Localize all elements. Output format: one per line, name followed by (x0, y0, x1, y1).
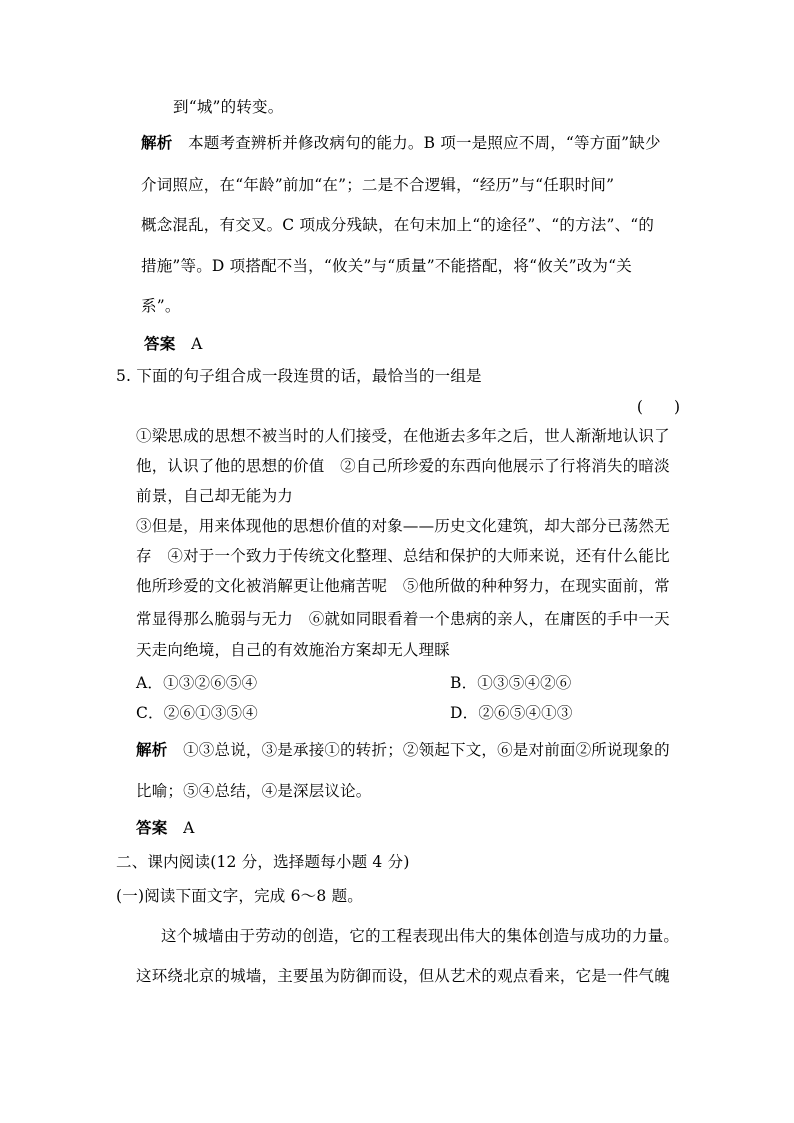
q4-tail-text: 到“城”的转变。 (173, 98, 284, 116)
q5-line-5: 存 ④对于一个致力于传统文化整理、总结和保护的大师来说，还有什么能比 (136, 547, 670, 565)
analysis-4-line-3: 概念混乱，有交叉。C 项成分残缺，在句末加上“的途径”、“的方法”、“的 (141, 216, 655, 234)
analysis-4-line-1 (141, 133, 661, 153)
option-a: A．①③②⑥⑤④ (136, 674, 258, 692)
answer-5-label: 答案 (136, 818, 168, 837)
answer-4-label: 答案 (144, 334, 176, 353)
analysis-4-line-2: 介词照应，在“年龄”前加“在”；二是不合逻辑，“经历”与“任职时间” (141, 176, 615, 194)
section-2-subheading: (一)阅读下面文字，完成 6～8 题。 (116, 887, 363, 905)
option-b: B．①③⑤④②⑥ (450, 674, 572, 692)
question-5-stem (116, 366, 482, 386)
answer-4-value: A (191, 335, 203, 353)
q5-line-3: 前景，自己却无能为力 (136, 487, 294, 505)
passage-line-1: 这个城墙由于劳动的创造，它的工程表现出伟大的集体创造与成功的力量。 (161, 927, 680, 945)
analysis-5-line-2: 比喻；⑤④总结，④是深层议论。 (136, 782, 372, 800)
analysis-4-text-1: 本题考查辨析并修改病句的能力。B 项一是照应不周，“等方面”缺少 (188, 134, 661, 152)
analysis-4-label: 解析 (141, 133, 173, 152)
q5-line-7: 常显得那么脆弱与无力 ⑥就如同眼看着一个患病的亲人，在庸医的手中一天 (136, 610, 670, 628)
question-5-number: 5. (116, 367, 132, 385)
answer-4 (144, 334, 203, 354)
answer-bracket: ( ) (636, 398, 680, 416)
analysis-4-line-5: 系”。 (141, 297, 181, 315)
q5-line-1: ①梁思成的思想不被当时的人们接受，在他逝去多年之后，世人渐渐地认识了 (136, 427, 670, 445)
analysis-4-line-4: 措施”等。D 项搭配不当，“攸关”与“质量”不能搭配，将“攸关”改为“关 (141, 257, 632, 275)
answer-5 (136, 818, 195, 838)
answer-5-value: A (183, 819, 195, 837)
option-c: C．②⑥①③⑤④ (136, 704, 258, 722)
section-2-heading: 二、课内阅读(12 分，选择题每小题 4 分) (116, 853, 410, 871)
passage-line-2: 这环绕北京的城墙，主要虽为防御而设，但从艺术的观点看来，它是一件气魄 (136, 967, 670, 985)
analysis-5-label: 解析 (136, 740, 168, 759)
analysis-5-text-1: ①③总说，③是承接①的转折；②领起下文，⑥是对前面②所说现象的 (183, 741, 670, 759)
q5-line-4: ③但是，用来体现他的思想价值的对象——历史文化建筑，却大部分已荡然无 (136, 517, 670, 535)
q5-line-6: 他所珍爱的文化被消解更让他痛苦呢 ⑤他所做的种种努力，在现实面前，常 (136, 577, 670, 595)
q5-line-2: 他，认识了他的思想的价值 ②自己所珍爱的东西向他展示了行将消失的暗淡 (136, 457, 670, 475)
option-d: D．②⑥⑤④①③ (450, 704, 573, 722)
question-5-stem-text: 下面的句子组合成一段连贯的话，最恰当的一组是 (136, 367, 482, 385)
analysis-5-line-1 (136, 740, 670, 760)
q5-line-8: 天走向绝境，自己的有效施治方案却无人理睬 (136, 641, 451, 659)
